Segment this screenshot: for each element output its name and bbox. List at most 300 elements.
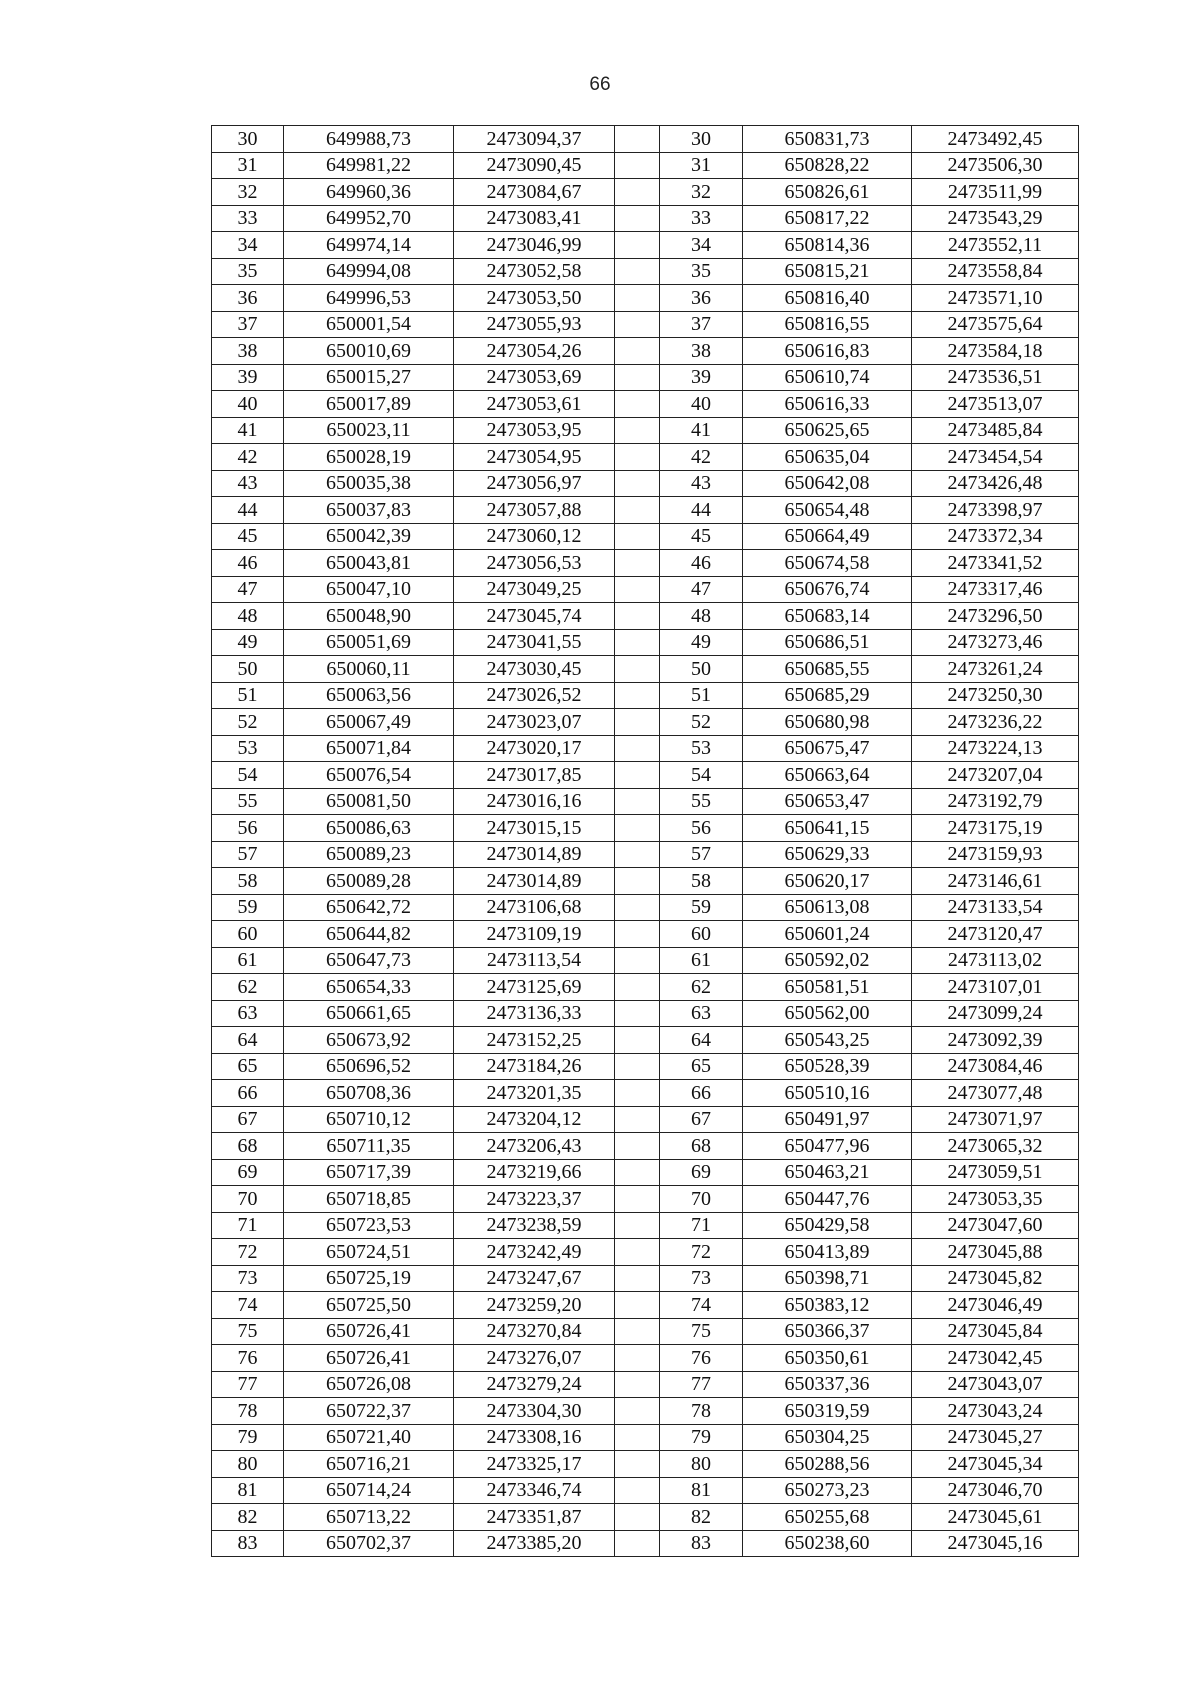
left-point-number-cell: 81	[212, 1477, 284, 1504]
right-y-coordinate-cell: 2473558,84	[912, 258, 1079, 285]
right-point-number-cell: 63	[660, 1000, 743, 1027]
table-row	[212, 285, 1079, 312]
right-y-coordinate-cell: 2473043,24	[912, 1398, 1079, 1425]
left-point-number-cell: 35	[212, 258, 284, 285]
right-x-coordinate-cell: 650680,98	[743, 709, 912, 736]
right-x-coordinate-cell: 650676,74	[743, 576, 912, 603]
table-row	[212, 921, 1079, 948]
right-x-coordinate-cell: 650304,25	[743, 1424, 912, 1451]
right-point-number-cell: 82	[660, 1504, 743, 1531]
left-point-number-cell: 50	[212, 656, 284, 683]
left-x-coordinate-cell: 650060,11	[284, 656, 454, 683]
left-x-coordinate-cell: 650710,12	[284, 1106, 454, 1133]
gap-cell	[615, 523, 660, 550]
table-row	[212, 1212, 1079, 1239]
left-point-number-cell: 78	[212, 1398, 284, 1425]
table-row	[212, 603, 1079, 630]
left-point-number-cell: 52	[212, 709, 284, 736]
gap-cell	[615, 1133, 660, 1160]
table-row	[212, 1345, 1079, 1372]
table-row	[212, 391, 1079, 418]
table-row	[212, 576, 1079, 603]
right-y-coordinate-cell: 2473584,18	[912, 338, 1079, 365]
left-x-coordinate-cell: 650726,08	[284, 1371, 454, 1398]
gap-cell	[615, 444, 660, 471]
right-y-coordinate-cell: 2473077,48	[912, 1080, 1079, 1107]
right-x-coordinate-cell: 650429,58	[743, 1212, 912, 1239]
table-row	[212, 550, 1079, 577]
table-row	[212, 1133, 1079, 1160]
left-point-number-cell: 66	[212, 1080, 284, 1107]
left-x-coordinate-cell: 650726,41	[284, 1345, 454, 1372]
left-x-coordinate-cell: 650647,73	[284, 947, 454, 974]
left-y-coordinate-cell: 2473055,93	[454, 311, 615, 338]
left-y-coordinate-cell: 2473113,54	[454, 947, 615, 974]
left-point-number-cell: 83	[212, 1530, 284, 1557]
gap-cell	[615, 391, 660, 418]
gap-cell	[615, 1451, 660, 1478]
left-point-number-cell: 44	[212, 497, 284, 524]
right-point-number-cell: 57	[660, 841, 743, 868]
right-x-coordinate-cell: 650674,58	[743, 550, 912, 577]
right-point-number-cell: 36	[660, 285, 743, 312]
right-y-coordinate-cell: 2473071,97	[912, 1106, 1079, 1133]
gap-cell	[615, 152, 660, 179]
left-y-coordinate-cell: 2473053,69	[454, 364, 615, 391]
right-y-coordinate-cell: 2473513,07	[912, 391, 1079, 418]
gap-cell	[615, 656, 660, 683]
right-y-coordinate-cell: 2473175,19	[912, 815, 1079, 842]
left-x-coordinate-cell: 650723,53	[284, 1212, 454, 1239]
right-y-coordinate-cell: 2473341,52	[912, 550, 1079, 577]
right-x-coordinate-cell: 650510,16	[743, 1080, 912, 1107]
right-point-number-cell: 83	[660, 1530, 743, 1557]
left-y-coordinate-cell: 2473279,24	[454, 1371, 615, 1398]
right-x-coordinate-cell: 650383,12	[743, 1292, 912, 1319]
right-x-coordinate-cell: 650319,59	[743, 1398, 912, 1425]
right-y-coordinate-cell: 2473454,54	[912, 444, 1079, 471]
right-y-coordinate-cell: 2473192,79	[912, 788, 1079, 815]
right-point-number-cell: 50	[660, 656, 743, 683]
right-point-number-cell: 55	[660, 788, 743, 815]
right-x-coordinate-cell: 650562,00	[743, 1000, 912, 1027]
right-y-coordinate-cell: 2473224,13	[912, 735, 1079, 762]
right-point-number-cell: 68	[660, 1133, 743, 1160]
table-row	[212, 444, 1079, 471]
right-point-number-cell: 37	[660, 311, 743, 338]
right-point-number-cell: 79	[660, 1424, 743, 1451]
left-point-number-cell: 33	[212, 205, 284, 232]
left-y-coordinate-cell: 2473053,61	[454, 391, 615, 418]
left-y-coordinate-cell: 2473136,33	[454, 1000, 615, 1027]
gap-cell	[615, 1504, 660, 1531]
table-row	[212, 1398, 1079, 1425]
right-point-number-cell: 61	[660, 947, 743, 974]
right-point-number-cell: 42	[660, 444, 743, 471]
right-y-coordinate-cell: 2473042,45	[912, 1345, 1079, 1372]
left-point-number-cell: 34	[212, 232, 284, 259]
table-row	[212, 629, 1079, 656]
left-x-coordinate-cell: 650718,85	[284, 1186, 454, 1213]
gap-cell	[615, 1212, 660, 1239]
left-x-coordinate-cell: 650051,69	[284, 629, 454, 656]
right-y-coordinate-cell: 2473107,01	[912, 974, 1079, 1001]
gap-cell	[615, 1398, 660, 1425]
table-row	[212, 762, 1079, 789]
left-x-coordinate-cell: 650711,35	[284, 1133, 454, 1160]
left-y-coordinate-cell: 2473247,67	[454, 1265, 615, 1292]
gap-cell	[615, 868, 660, 895]
left-y-coordinate-cell: 2473206,43	[454, 1133, 615, 1160]
right-y-coordinate-cell: 2473084,46	[912, 1053, 1079, 1080]
gap-cell	[615, 126, 660, 153]
right-x-coordinate-cell: 650613,08	[743, 894, 912, 921]
left-point-number-cell: 63	[212, 1000, 284, 1027]
gap-cell	[615, 762, 660, 789]
right-point-number-cell: 38	[660, 338, 743, 365]
gap-cell	[615, 709, 660, 736]
left-y-coordinate-cell: 2473060,12	[454, 523, 615, 550]
right-x-coordinate-cell: 650629,33	[743, 841, 912, 868]
left-y-coordinate-cell: 2473057,88	[454, 497, 615, 524]
left-x-coordinate-cell: 650702,37	[284, 1530, 454, 1557]
left-x-coordinate-cell: 650713,22	[284, 1504, 454, 1531]
coordinates-table	[211, 125, 1079, 1557]
right-point-number-cell: 44	[660, 497, 743, 524]
right-y-coordinate-cell: 2473485,84	[912, 417, 1079, 444]
right-y-coordinate-cell: 2473113,02	[912, 947, 1079, 974]
right-point-number-cell: 71	[660, 1212, 743, 1239]
left-y-coordinate-cell: 2473304,30	[454, 1398, 615, 1425]
left-point-number-cell: 71	[212, 1212, 284, 1239]
left-point-number-cell: 51	[212, 682, 284, 709]
left-y-coordinate-cell: 2473385,20	[454, 1530, 615, 1557]
left-y-coordinate-cell: 2473109,19	[454, 921, 615, 948]
right-x-coordinate-cell: 650477,96	[743, 1133, 912, 1160]
right-x-coordinate-cell: 650816,55	[743, 311, 912, 338]
gap-cell	[615, 947, 660, 974]
right-x-coordinate-cell: 650685,29	[743, 682, 912, 709]
right-y-coordinate-cell: 2473099,24	[912, 1000, 1079, 1027]
right-point-number-cell: 60	[660, 921, 743, 948]
left-point-number-cell: 38	[212, 338, 284, 365]
table-row	[212, 1318, 1079, 1345]
left-x-coordinate-cell: 650708,36	[284, 1080, 454, 1107]
right-x-coordinate-cell: 650683,14	[743, 603, 912, 630]
left-y-coordinate-cell: 2473014,89	[454, 841, 615, 868]
left-y-coordinate-cell: 2473053,50	[454, 285, 615, 312]
left-x-coordinate-cell: 650023,11	[284, 417, 454, 444]
right-x-coordinate-cell: 650625,65	[743, 417, 912, 444]
gap-cell	[615, 1106, 660, 1133]
left-y-coordinate-cell: 2473125,69	[454, 974, 615, 1001]
gap-cell	[615, 1186, 660, 1213]
left-point-number-cell: 45	[212, 523, 284, 550]
right-y-coordinate-cell: 2473092,39	[912, 1027, 1079, 1054]
right-y-coordinate-cell: 2473046,49	[912, 1292, 1079, 1319]
left-point-number-cell: 40	[212, 391, 284, 418]
gap-cell	[615, 735, 660, 762]
right-point-number-cell: 51	[660, 682, 743, 709]
right-y-coordinate-cell: 2473426,48	[912, 470, 1079, 497]
right-y-coordinate-cell: 2473236,22	[912, 709, 1079, 736]
right-point-number-cell: 75	[660, 1318, 743, 1345]
right-y-coordinate-cell: 2473053,35	[912, 1186, 1079, 1213]
right-y-coordinate-cell: 2473207,04	[912, 762, 1079, 789]
left-y-coordinate-cell: 2473106,68	[454, 894, 615, 921]
right-y-coordinate-cell: 2473045,27	[912, 1424, 1079, 1451]
right-point-number-cell: 73	[660, 1265, 743, 1292]
gap-cell	[615, 815, 660, 842]
table-row	[212, 364, 1079, 391]
left-point-number-cell: 69	[212, 1159, 284, 1186]
left-y-coordinate-cell: 2473054,26	[454, 338, 615, 365]
left-y-coordinate-cell: 2473020,17	[454, 735, 615, 762]
left-x-coordinate-cell: 649996,53	[284, 285, 454, 312]
table-row	[212, 338, 1079, 365]
right-x-coordinate-cell: 650620,17	[743, 868, 912, 895]
left-x-coordinate-cell: 650721,40	[284, 1424, 454, 1451]
left-x-coordinate-cell: 650089,23	[284, 841, 454, 868]
right-y-coordinate-cell: 2473296,50	[912, 603, 1079, 630]
left-x-coordinate-cell: 650716,21	[284, 1451, 454, 1478]
left-x-coordinate-cell: 650654,33	[284, 974, 454, 1001]
table-row	[212, 1424, 1079, 1451]
left-point-number-cell: 73	[212, 1265, 284, 1292]
page-number: 66	[589, 74, 611, 95]
right-point-number-cell: 31	[660, 152, 743, 179]
right-x-coordinate-cell: 650413,89	[743, 1239, 912, 1266]
left-x-coordinate-cell: 650726,41	[284, 1318, 454, 1345]
table-row	[212, 894, 1079, 921]
right-x-coordinate-cell: 650664,49	[743, 523, 912, 550]
left-point-number-cell: 67	[212, 1106, 284, 1133]
left-x-coordinate-cell: 650010,69	[284, 338, 454, 365]
right-x-coordinate-cell: 650675,47	[743, 735, 912, 762]
left-point-number-cell: 76	[212, 1345, 284, 1372]
right-point-number-cell: 33	[660, 205, 743, 232]
right-y-coordinate-cell: 2473159,93	[912, 841, 1079, 868]
right-x-coordinate-cell: 650366,37	[743, 1318, 912, 1345]
right-point-number-cell: 72	[660, 1239, 743, 1266]
table-row	[212, 709, 1079, 736]
right-x-coordinate-cell: 650654,48	[743, 497, 912, 524]
left-x-coordinate-cell: 650081,50	[284, 788, 454, 815]
left-y-coordinate-cell: 2473184,26	[454, 1053, 615, 1080]
gap-cell	[615, 1424, 660, 1451]
right-point-number-cell: 58	[660, 868, 743, 895]
gap-cell	[615, 417, 660, 444]
right-point-number-cell: 53	[660, 735, 743, 762]
gap-cell	[615, 311, 660, 338]
left-y-coordinate-cell: 2473242,49	[454, 1239, 615, 1266]
left-point-number-cell: 47	[212, 576, 284, 603]
right-y-coordinate-cell: 2473506,30	[912, 152, 1079, 179]
gap-cell	[615, 841, 660, 868]
left-x-coordinate-cell: 650086,63	[284, 815, 454, 842]
table-row	[212, 1451, 1079, 1478]
right-x-coordinate-cell: 650817,22	[743, 205, 912, 232]
right-y-coordinate-cell: 2473059,51	[912, 1159, 1079, 1186]
table-row	[212, 788, 1079, 815]
right-x-coordinate-cell: 650642,08	[743, 470, 912, 497]
left-y-coordinate-cell: 2473346,74	[454, 1477, 615, 1504]
gap-cell	[615, 576, 660, 603]
left-x-coordinate-cell: 650067,49	[284, 709, 454, 736]
table-row	[212, 179, 1079, 206]
left-point-number-cell: 36	[212, 285, 284, 312]
gap-cell	[615, 629, 660, 656]
left-x-coordinate-cell: 650035,38	[284, 470, 454, 497]
right-point-number-cell: 80	[660, 1451, 743, 1478]
right-point-number-cell: 76	[660, 1345, 743, 1372]
left-x-coordinate-cell: 650071,84	[284, 735, 454, 762]
right-y-coordinate-cell: 2473552,11	[912, 232, 1079, 259]
table-row	[212, 126, 1079, 153]
table-row	[212, 232, 1079, 259]
right-point-number-cell: 54	[660, 762, 743, 789]
right-x-coordinate-cell: 650398,71	[743, 1265, 912, 1292]
table-row	[212, 1371, 1079, 1398]
gap-cell	[615, 894, 660, 921]
left-x-coordinate-cell: 650725,19	[284, 1265, 454, 1292]
left-point-number-cell: 58	[212, 868, 284, 895]
left-point-number-cell: 62	[212, 974, 284, 1001]
right-x-coordinate-cell: 650273,23	[743, 1477, 912, 1504]
table-row	[212, 311, 1079, 338]
right-x-coordinate-cell: 650337,36	[743, 1371, 912, 1398]
left-y-coordinate-cell: 2473201,35	[454, 1080, 615, 1107]
left-point-number-cell: 77	[212, 1371, 284, 1398]
left-y-coordinate-cell: 2473056,97	[454, 470, 615, 497]
right-y-coordinate-cell: 2473065,32	[912, 1133, 1079, 1160]
left-y-coordinate-cell: 2473015,15	[454, 815, 615, 842]
right-x-coordinate-cell: 650610,74	[743, 364, 912, 391]
gap-cell	[615, 497, 660, 524]
left-y-coordinate-cell: 2473026,52	[454, 682, 615, 709]
right-y-coordinate-cell: 2473273,46	[912, 629, 1079, 656]
gap-cell	[615, 1000, 660, 1027]
right-x-coordinate-cell: 650686,51	[743, 629, 912, 656]
right-y-coordinate-cell: 2473045,84	[912, 1318, 1079, 1345]
right-x-coordinate-cell: 650463,21	[743, 1159, 912, 1186]
left-y-coordinate-cell: 2473016,16	[454, 788, 615, 815]
right-x-coordinate-cell: 650350,61	[743, 1345, 912, 1372]
right-y-coordinate-cell: 2473511,99	[912, 179, 1079, 206]
left-x-coordinate-cell: 650673,92	[284, 1027, 454, 1054]
table-row	[212, 841, 1079, 868]
left-x-coordinate-cell: 650725,50	[284, 1292, 454, 1319]
right-y-coordinate-cell: 2473492,45	[912, 126, 1079, 153]
left-x-coordinate-cell: 650644,82	[284, 921, 454, 948]
right-y-coordinate-cell: 2473046,70	[912, 1477, 1079, 1504]
left-x-coordinate-cell: 650047,10	[284, 576, 454, 603]
left-point-number-cell: 82	[212, 1504, 284, 1531]
left-point-number-cell: 54	[212, 762, 284, 789]
table-row	[212, 1027, 1079, 1054]
table-row	[212, 1159, 1079, 1186]
right-y-coordinate-cell: 2473261,24	[912, 656, 1079, 683]
right-y-coordinate-cell: 2473045,82	[912, 1265, 1079, 1292]
table-row	[212, 1106, 1079, 1133]
left-point-number-cell: 61	[212, 947, 284, 974]
left-x-coordinate-cell: 649988,73	[284, 126, 454, 153]
table-row	[212, 947, 1079, 974]
gap-cell	[615, 470, 660, 497]
left-point-number-cell: 60	[212, 921, 284, 948]
table-row	[212, 152, 1079, 179]
left-y-coordinate-cell: 2473238,59	[454, 1212, 615, 1239]
right-y-coordinate-cell: 2473372,34	[912, 523, 1079, 550]
table-row	[212, 205, 1079, 232]
table-row	[212, 417, 1079, 444]
left-y-coordinate-cell: 2473276,07	[454, 1345, 615, 1372]
table-row	[212, 1530, 1079, 1557]
left-point-number-cell: 59	[212, 894, 284, 921]
left-x-coordinate-cell: 650717,39	[284, 1159, 454, 1186]
left-point-number-cell: 41	[212, 417, 284, 444]
table-row	[212, 735, 1079, 762]
right-point-number-cell: 77	[660, 1371, 743, 1398]
left-x-coordinate-cell: 649952,70	[284, 205, 454, 232]
right-x-coordinate-cell: 650491,97	[743, 1106, 912, 1133]
coordinates-table-body	[212, 126, 1079, 1557]
left-x-coordinate-cell: 650076,54	[284, 762, 454, 789]
left-x-coordinate-cell: 649981,22	[284, 152, 454, 179]
right-x-coordinate-cell: 650581,51	[743, 974, 912, 1001]
left-point-number-cell: 42	[212, 444, 284, 471]
table-row	[212, 523, 1079, 550]
left-point-number-cell: 64	[212, 1027, 284, 1054]
table-row	[212, 1000, 1079, 1027]
left-point-number-cell: 75	[212, 1318, 284, 1345]
right-y-coordinate-cell: 2473043,07	[912, 1371, 1079, 1398]
left-x-coordinate-cell: 650642,72	[284, 894, 454, 921]
left-point-number-cell: 37	[212, 311, 284, 338]
left-point-number-cell: 80	[212, 1451, 284, 1478]
left-x-coordinate-cell: 650724,51	[284, 1239, 454, 1266]
right-point-number-cell: 45	[660, 523, 743, 550]
gap-cell	[615, 285, 660, 312]
right-x-coordinate-cell: 650528,39	[743, 1053, 912, 1080]
gap-cell	[615, 550, 660, 577]
left-x-coordinate-cell: 650696,52	[284, 1053, 454, 1080]
right-point-number-cell: 32	[660, 179, 743, 206]
table-row	[212, 1053, 1079, 1080]
left-x-coordinate-cell: 650043,81	[284, 550, 454, 577]
right-y-coordinate-cell: 2473045,61	[912, 1504, 1079, 1531]
left-point-number-cell: 56	[212, 815, 284, 842]
left-x-coordinate-cell: 650015,27	[284, 364, 454, 391]
right-point-number-cell: 56	[660, 815, 743, 842]
gap-cell	[615, 1265, 660, 1292]
right-y-coordinate-cell: 2473045,16	[912, 1530, 1079, 1557]
left-point-number-cell: 46	[212, 550, 284, 577]
table-row	[212, 682, 1079, 709]
right-point-number-cell: 62	[660, 974, 743, 1001]
left-y-coordinate-cell: 2473325,17	[454, 1451, 615, 1478]
right-y-coordinate-cell: 2473571,10	[912, 285, 1079, 312]
left-x-coordinate-cell: 650048,90	[284, 603, 454, 630]
right-y-coordinate-cell: 2473045,34	[912, 1451, 1079, 1478]
right-point-number-cell: 66	[660, 1080, 743, 1107]
right-point-number-cell: 65	[660, 1053, 743, 1080]
right-y-coordinate-cell: 2473133,54	[912, 894, 1079, 921]
gap-cell	[615, 232, 660, 259]
gap-cell	[615, 1292, 660, 1319]
right-point-number-cell: 78	[660, 1398, 743, 1425]
gap-cell	[615, 921, 660, 948]
